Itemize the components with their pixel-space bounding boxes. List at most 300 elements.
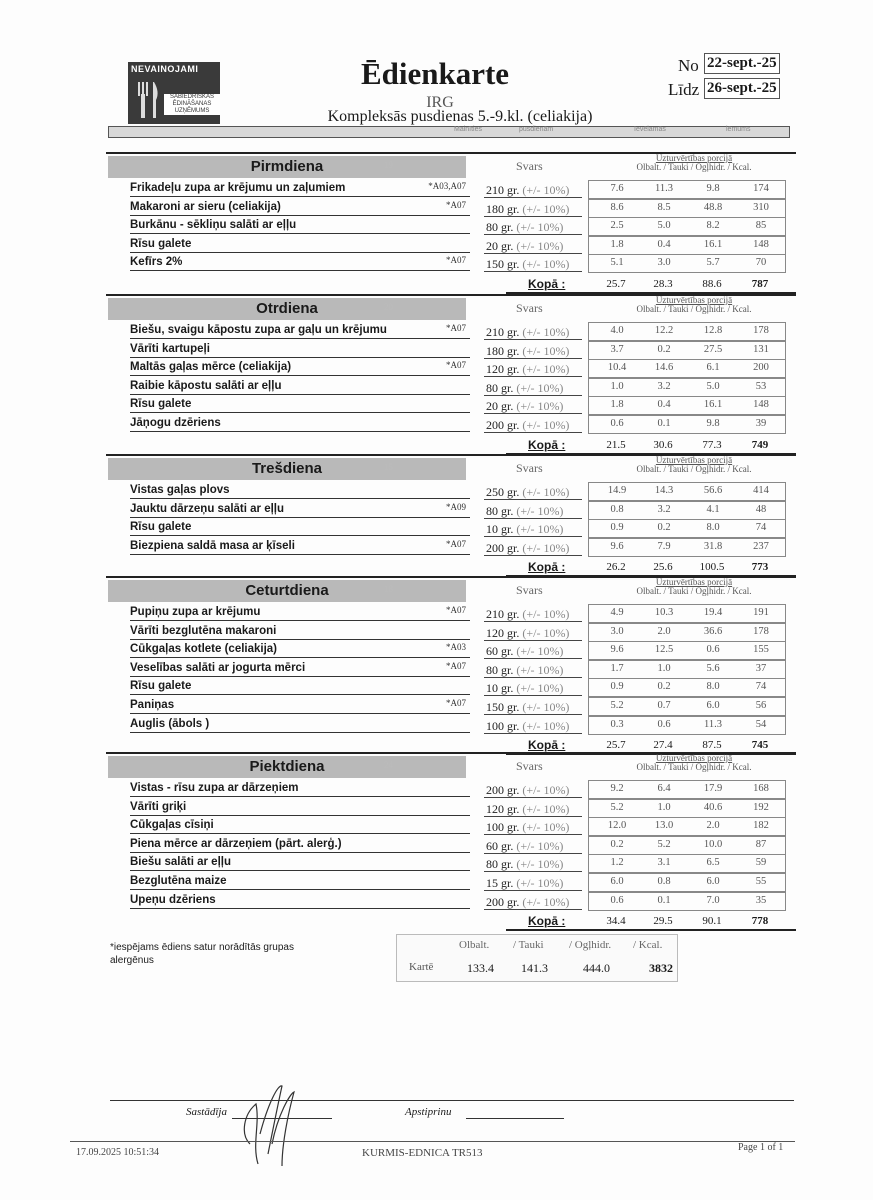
menu-item-row: [106, 217, 796, 235]
weight-value: 80 gr.: [486, 662, 514, 677]
nutrition-cells: [588, 217, 786, 236]
weight-tolerance: (+/- 10%): [522, 801, 570, 816]
date-from-label: No: [678, 56, 699, 75]
total-fat: 28.3: [653, 278, 673, 290]
portion-weight: [486, 719, 569, 734]
carbs-value: 8.0: [706, 522, 720, 534]
protein-value: 9.6: [610, 540, 624, 552]
menu-item-row: [106, 799, 796, 817]
carbs-value: 48.8: [703, 201, 723, 213]
dish-underline: [130, 694, 470, 695]
protein-value: 0.2: [610, 838, 624, 850]
dish-underline: [130, 732, 470, 733]
menu-item-row: [106, 678, 796, 696]
fat-value: 0.2: [657, 681, 671, 693]
summary-header: Olbalt.: [459, 939, 490, 951]
carbs-value: 6.0: [706, 876, 720, 887]
kcal-value: 74: [755, 522, 767, 534]
weight-tolerance: (+/- 10%): [522, 820, 570, 835]
protein-value: 0.9: [610, 681, 624, 693]
menu-item-row: [106, 322, 796, 340]
dish-name: Kefīrs 2%: [130, 256, 183, 269]
total-label: Kopā :: [528, 560, 566, 575]
weight-header: Svars: [516, 159, 543, 173]
weight-tolerance: (+/- 10%): [522, 183, 570, 197]
weight-header: Svars: [516, 461, 543, 475]
day-header: [106, 294, 796, 320]
weight-tolerance: (+/- 10%): [516, 220, 564, 235]
menu-item-row: [106, 519, 796, 537]
day-name: Otrdiena: [108, 298, 466, 320]
total-fat: 27.4: [653, 739, 673, 752]
weight-value: 180 gr.: [486, 201, 520, 216]
weight-tolerance: (+/- 10%): [516, 838, 564, 853]
total-kcal: 778: [751, 915, 769, 928]
allergen-code: *A07: [446, 605, 466, 615]
kcal-value: 414: [753, 485, 769, 496]
dish-underline: [130, 215, 470, 216]
menu-item-row: [106, 482, 796, 500]
fat-value: 0.8: [657, 876, 671, 887]
protein-value: 9.2: [610, 783, 624, 794]
allergen-code: *A07: [446, 323, 466, 333]
dish-name: Vārīti bezglutēna makaroni: [130, 624, 277, 637]
kcal-value: 192: [753, 801, 769, 813]
menu-item-row: [106, 623, 796, 641]
nutrition-cells: [588, 817, 786, 836]
menu-item-row: [106, 341, 796, 359]
fat-value: 1.0: [657, 662, 671, 674]
weight-value: 120 gr.: [486, 625, 520, 640]
portion-weight: [486, 876, 563, 891]
nutrition-cells: [588, 378, 786, 397]
faint-mark: 24: [384, 760, 393, 770]
menu-item-row: [106, 180, 796, 198]
kcal-value: 54: [755, 718, 767, 730]
weight-value: 80 gr.: [486, 857, 514, 872]
nutrition-cells: [588, 359, 786, 378]
menu-item-row: [106, 396, 796, 414]
summary-carbs: 444.0: [583, 961, 610, 975]
kcal-value: 37: [755, 662, 767, 674]
dish-underline: [130, 889, 470, 890]
page-title: Ēdienkarte: [360, 56, 510, 91]
carbs-value: 8.2: [706, 220, 720, 232]
weight-tolerance: (+/- 10%): [516, 522, 564, 537]
summary-header: / Ogļhidr.: [569, 939, 612, 951]
carbs-value: 8.0: [706, 681, 720, 693]
portion-weight: [486, 399, 563, 414]
kcal-value: 87: [755, 838, 767, 850]
dish-underline: [130, 657, 470, 658]
protein-value: 14.9: [607, 485, 627, 496]
nutrition-cells: [588, 697, 786, 716]
dish-name: Piena mērce ar dārzeņiem (pārt. alerģ.): [130, 837, 342, 850]
carbs-value: 5.0: [706, 380, 720, 392]
dish-underline: [130, 412, 470, 413]
date-from: 22-sept.-25: [704, 53, 780, 74]
menu-item-row: [106, 199, 796, 217]
nutrition-header-title: Uzturvērtības porcijā: [655, 753, 733, 763]
summary-label: Kartē: [409, 961, 434, 973]
carbs-value: 6.1: [706, 362, 720, 374]
total-kcal: 745: [751, 739, 769, 752]
protein-value: 9.6: [610, 644, 624, 656]
menu-item-row: [106, 836, 796, 854]
portion-weight: [486, 325, 569, 340]
company-logo: [128, 62, 220, 124]
menu-item-row: [106, 236, 796, 254]
weight-value: 180 gr.: [486, 343, 520, 358]
fat-value: 14.6: [654, 362, 674, 374]
nutrition-header: [614, 154, 774, 172]
day-header: [106, 152, 796, 178]
dish-underline: [130, 357, 470, 358]
dish-underline: [130, 517, 470, 518]
dish-name: Biešu, svaigu kāpostu zupa ar gaļu un krējumu: [130, 324, 387, 336]
dish-underline: [130, 713, 470, 714]
dish-name: Vistas - rīsu zupa ar dārzeņiem: [130, 782, 299, 794]
dish-name: Cūkgaļas cīsiņi: [130, 819, 214, 832]
dish-underline: [130, 196, 470, 197]
portion-weight: [486, 820, 569, 835]
fat-value: 5.2: [657, 838, 671, 850]
dish-name: Auglis (ābols ): [130, 717, 210, 730]
protein-value: 0.6: [610, 894, 624, 906]
dish-underline: [130, 233, 470, 234]
weight-tolerance: (+/- 10%): [522, 700, 570, 714]
dish-underline: [130, 535, 470, 536]
protein-value: 4.0: [610, 325, 624, 336]
dish-underline: [130, 270, 470, 271]
fat-value: 3.1: [657, 857, 671, 869]
day-name: Trešdiena: [108, 458, 466, 480]
kcal-value: 155: [753, 644, 769, 656]
band-label: pusdienām: [519, 126, 554, 133]
kcal-value: 178: [753, 625, 769, 637]
carbs-value: 7.0: [706, 894, 720, 906]
carbs-value: 11.3: [704, 718, 722, 730]
carbs-value: 17.9: [703, 783, 723, 794]
fat-value: 0.6: [657, 718, 671, 730]
total-label: Kopā :: [528, 437, 566, 452]
nutrition-header-title: Uzturvērtības porcijā: [655, 153, 733, 163]
nutrition-header-title: Uzturvērtības porcijā: [655, 455, 733, 465]
dish-underline: [130, 676, 470, 677]
nutrition-cells: [588, 678, 786, 697]
dish-underline: [130, 870, 470, 871]
weight-tolerance: (+/- 10%): [516, 662, 564, 677]
protein-value: 1.0: [610, 380, 624, 392]
total-protein: 34.4: [606, 915, 626, 928]
total-fat: 25.6: [653, 561, 673, 574]
weight-value: 200 gr.: [486, 783, 520, 797]
nutrition-header-columns: Olbalt. / Tauki / Ogļhidr. / Kcal.: [636, 162, 752, 172]
divider: [110, 1100, 794, 1101]
portion-weight: [486, 381, 563, 396]
carbs-value: 9.8: [706, 418, 720, 429]
dish-name: Veselības salāti ar jogurta mērci: [130, 661, 306, 674]
fat-value: 0.4: [657, 238, 671, 250]
weight-value: 15 gr.: [486, 876, 514, 890]
weight-underline: [484, 733, 582, 734]
weight-value: 80 gr.: [486, 220, 514, 235]
portion-weight: [486, 700, 569, 715]
kcal-value: 48: [755, 503, 767, 515]
fat-value: 0.1: [657, 418, 671, 429]
portion-weight: [486, 183, 569, 198]
fat-value: 3.2: [657, 380, 671, 392]
nutrition-cells: [588, 396, 786, 415]
protein-value: 0.9: [610, 522, 624, 534]
dish-name: Vārīti griķi: [130, 800, 187, 813]
protein-value: 0.6: [610, 418, 624, 429]
fat-value: 0.1: [657, 894, 671, 906]
signature-image: [238, 1074, 298, 1174]
portion-weight: [486, 362, 569, 377]
day-total-row: [106, 558, 796, 576]
dish-name: Maltās gaļas mērce (celiakija): [130, 361, 292, 374]
kcal-value: 174: [753, 183, 769, 194]
dish-name: Rīsu galete: [130, 237, 192, 250]
menu-item-row: [106, 716, 796, 734]
dish-underline: [130, 796, 470, 797]
protein-value: 8.6: [610, 201, 624, 213]
dish-underline: [130, 338, 470, 339]
weight-value: 10 gr.: [486, 681, 514, 696]
weight-tolerance: (+/- 10%): [516, 857, 564, 872]
dish-name: Pupiņu zupa ar krējumu: [130, 606, 261, 618]
faint-mark: 19: [384, 160, 393, 170]
summary-fat: 141.3: [521, 961, 548, 975]
day-total-row: [106, 275, 796, 293]
dish-underline: [130, 375, 470, 376]
total-fat: 29.5: [653, 915, 673, 928]
carbs-value: 56.6: [703, 485, 723, 496]
nutrition-cells: [588, 623, 786, 642]
kcal-value: 178: [753, 325, 769, 336]
protein-value: 7.6: [610, 183, 624, 194]
portion-weight: [486, 522, 563, 537]
nutrition-cells: [588, 780, 786, 799]
total-kcal: 773: [751, 561, 769, 574]
footer-center: KURMIS-EDNICA TR513: [362, 1147, 483, 1159]
menu-item-row: [106, 697, 796, 715]
weight-tolerance: (+/- 10%): [516, 876, 564, 890]
nutrition-header-columns: Olbalt. / Tauki / Ogļhidr. / Kcal.: [636, 464, 752, 474]
protein-value: 3.0: [610, 625, 624, 637]
weight-value: 120 gr.: [486, 362, 520, 377]
fat-value: 14.3: [654, 485, 674, 496]
weight-tolerance: (+/- 10%): [522, 718, 570, 733]
allergen-code: *A07: [446, 360, 466, 371]
weight-value: 210 gr.: [486, 607, 520, 621]
date-to: 26-sept.-25: [704, 78, 780, 99]
footer-divider: [70, 1141, 795, 1142]
total-protein: 25.7: [606, 278, 626, 290]
weight-tolerance: (+/- 10%): [522, 418, 570, 432]
portion-weight: [486, 418, 569, 433]
portion-weight: [486, 783, 569, 798]
weight-value: 10 gr.: [486, 522, 514, 537]
fat-value: 10.3: [654, 607, 674, 618]
total-label: Kopā :: [528, 738, 566, 753]
dish-name: Rīsu galete: [130, 398, 192, 411]
day-name: Piektdiena: [108, 756, 466, 778]
nutrition-cells: [588, 538, 786, 557]
nutrition-header: [614, 754, 774, 772]
nutrition-header-title: Uzturvērtības porcijā: [655, 577, 733, 587]
kcal-value: 55: [755, 876, 767, 887]
portion-weight: [486, 663, 563, 678]
portion-weight: [486, 895, 569, 910]
faint-mark: 15: [384, 462, 393, 472]
dish-underline: [130, 852, 470, 853]
dish-name: Biešu salāti ar eļļu: [130, 856, 231, 869]
weight-tolerance: (+/- 10%): [522, 607, 570, 621]
dish-name: Upeņu dzēriens: [130, 893, 216, 906]
dish-underline: [130, 554, 470, 555]
page-number: Page 1 of 1: [738, 1142, 784, 1153]
nutrition-cells: [588, 322, 786, 341]
nutrition-cells: [588, 180, 786, 199]
protein-value: 2.5: [610, 220, 624, 232]
fat-value: 13.0: [654, 820, 674, 832]
nutrition-cells: [588, 236, 786, 255]
dish-underline: [130, 833, 470, 834]
weight-tolerance: (+/- 10%): [522, 894, 570, 909]
allergen-code: *A07: [446, 255, 466, 266]
protein-value: 1.7: [610, 662, 624, 674]
allergen-code: *A07: [446, 698, 466, 708]
carbs-value: 4.1: [706, 503, 720, 515]
nutrition-cells: [588, 604, 786, 623]
total-kcal: 787: [751, 278, 769, 290]
kcal-value: 39: [755, 418, 767, 429]
carbs-value: 31.8: [703, 540, 723, 552]
weight-value: 80 gr.: [486, 503, 514, 518]
weight-tolerance: (+/- 10%): [516, 238, 564, 253]
portion-weight: [486, 220, 563, 235]
summary-protein: 133.4: [467, 961, 494, 975]
kcal-value: 310: [753, 201, 769, 213]
weight-tolerance: (+/- 10%): [516, 399, 564, 414]
total-fat: 30.6: [653, 438, 673, 451]
allergen-code: *A03: [446, 642, 466, 653]
nutrition-header-columns: Olbalt. / Tauki / Ogļhidr. / Kcal.: [636, 586, 752, 596]
dish-name: Bezglutēna maize: [130, 875, 227, 887]
nutrition-cells: [588, 836, 786, 855]
band-label: Mainīties: [454, 126, 483, 133]
nutrition-cells: [588, 501, 786, 520]
menu-item-row: [106, 359, 796, 377]
menu-item-row: [106, 892, 796, 910]
carbs-value: 40.6: [703, 801, 723, 813]
menu-item-row: [106, 780, 796, 798]
day-header: [106, 752, 796, 778]
weight-value: 210 gr.: [486, 183, 520, 197]
total-protein: 21.5: [606, 438, 626, 451]
portion-weight: [486, 344, 569, 359]
protein-value: 12.0: [607, 820, 627, 832]
weight-underline: [484, 555, 582, 556]
kcal-value: 237: [753, 540, 769, 552]
weight-value: 60 gr.: [486, 838, 514, 853]
nutrition-header: [614, 456, 774, 474]
nutrition-cells: [588, 415, 786, 434]
protein-value: 5.2: [610, 700, 624, 711]
weight-tolerance: (+/- 10%): [516, 644, 564, 659]
total-carbs: 88.6: [702, 278, 722, 290]
fat-value: 0.2: [657, 343, 671, 355]
dish-underline: [130, 815, 470, 816]
menu-item-row: [106, 378, 796, 396]
menu-item-row: [106, 641, 796, 659]
nutrition-cells: [588, 254, 786, 273]
portion-weight: [486, 802, 569, 817]
portion-weight: [486, 239, 563, 254]
weight-tolerance: (+/- 10%): [522, 783, 570, 797]
menu-item-row: [106, 501, 796, 519]
menu-item-row: [106, 817, 796, 835]
protein-value: 1.2: [610, 857, 624, 869]
weight-underline: [484, 909, 582, 910]
weight-value: 80 gr.: [486, 380, 514, 395]
summary-header: / Kcal.: [633, 939, 663, 951]
fat-value: 11.3: [655, 183, 673, 194]
weight-value: 20 gr.: [486, 399, 514, 414]
logo-brand: NEVAINOJAMI: [131, 64, 199, 74]
menu-item-row: [106, 538, 796, 556]
portion-weight: [486, 839, 563, 854]
kcal-value: 56: [755, 700, 767, 711]
carbs-value: 16.1: [703, 238, 723, 250]
faint-mark: 20: [384, 302, 393, 312]
nutrition-cells: [588, 854, 786, 873]
protein-value: 6.0: [610, 876, 624, 887]
weight-value: 150 gr.: [486, 257, 520, 272]
weight-tolerance: (+/- 10%): [522, 325, 570, 339]
day-header: [106, 454, 796, 480]
dish-underline: [130, 908, 470, 909]
kcal-value: 191: [753, 607, 769, 618]
weight-value: 150 gr.: [486, 700, 520, 714]
nutrition-cells: [588, 199, 786, 218]
dish-underline: [130, 498, 470, 499]
dish-name: Rīsu galete: [130, 680, 192, 693]
dish-name: Vistas gaļas plovs: [130, 484, 230, 496]
carbs-value: 16.1: [703, 399, 723, 411]
weight-underline: [484, 432, 582, 433]
total-carbs: 77.3: [702, 438, 722, 451]
day-total-row: [106, 912, 796, 930]
weekly-summary: [396, 934, 678, 982]
weight-tolerance: (+/- 10%): [522, 485, 570, 499]
print-timestamp: 17.09.2025 10:51:34: [76, 1147, 160, 1158]
allergen-note: *iespējams ēdiens satur norādītās grupas alergēnus: [110, 942, 294, 966]
weight-tolerance: (+/- 10%): [522, 343, 570, 358]
nutrition-header-title: Uzturvērtības porcijā: [655, 295, 733, 305]
portion-weight: [486, 257, 569, 272]
portion-weight: [486, 607, 569, 622]
weight-tolerance: (+/- 10%): [522, 625, 570, 640]
weight-tolerance: (+/- 10%): [516, 681, 564, 696]
fat-value: 7.9: [657, 540, 671, 552]
weight-value: 200 gr.: [486, 540, 520, 555]
carbs-value: 5.6: [706, 662, 720, 674]
menu-item-row: [106, 873, 796, 891]
fat-value: 12.2: [654, 325, 674, 336]
